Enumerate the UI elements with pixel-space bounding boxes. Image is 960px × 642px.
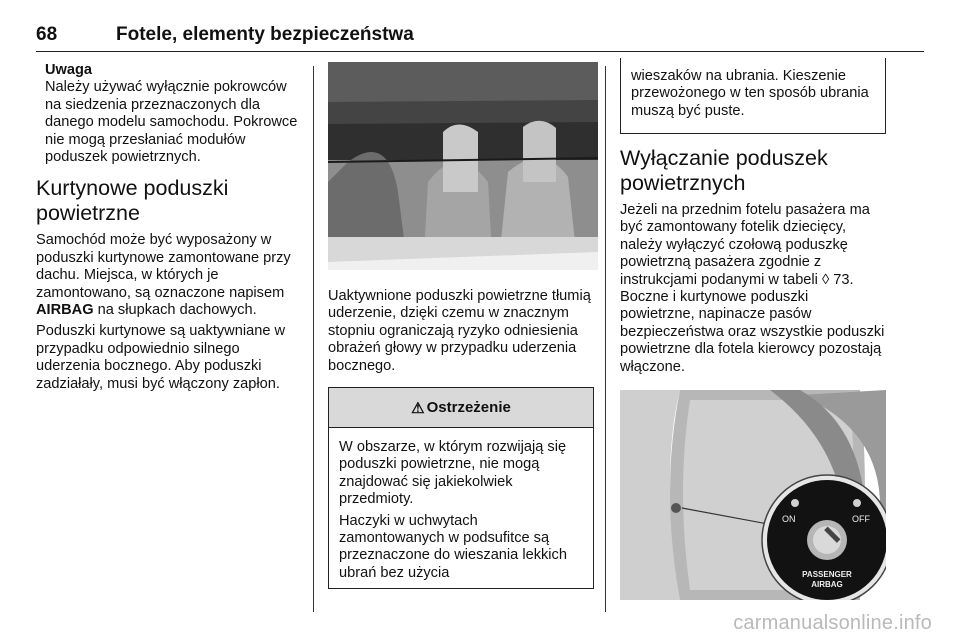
note-title: Uwaga: [45, 62, 93, 78]
warning-triangle-icon: ⚠: [411, 399, 425, 417]
column-left: [36, 62, 306, 397]
heading-curtain-airbags: Kurtynowe poduszki powietrzne: [36, 176, 229, 226]
warning-paragraph-1: W obszarze, w którym rozwijają się poduszki powietrzne, nie mogą znajdować się jakiekolwiek przedmioty.: [339, 439, 567, 508]
warning-paragraph-2: Haczyki w uchwytach zamontowanych w podsufitce są przeznaczone do wieszania lekkich ubrań bez użycia: [339, 512, 567, 581]
page-header: [36, 22, 924, 52]
airbag-label: AIRBAG: [36, 302, 94, 319]
heading-airbag-deactivation: Wyłączanie poduszek powietrznych: [620, 146, 828, 195]
column-middle: [328, 62, 596, 589]
switch-label-line1: PASSENGER: [802, 570, 852, 580]
curtain-paragraph-2: Poduszki kurtynowe są uaktywniane w przypadku odpowiednio silnego uderzenia bocznego. Aby poduszki zadziałały, musi być włączony zapłon.: [36, 323, 286, 392]
warning-body: [329, 428, 593, 582]
column-divider-1: [313, 66, 314, 612]
warning-box: [328, 387, 594, 589]
photo-caption: Uaktywnione poduszki powietrzne tłumią uderzenie, dzięki czemu w znacznym stopniu ograniczają ryzyko odniesienia obrażeń głowy w przypadku uderzenia bocznego.: [328, 288, 591, 374]
deact-text-b: 73. Boczne i kurtynowe poduszki powietrzne, napinacze pasów bezpieczeństwa oraz wszystkie poduszki powietrzne dla fotela kierowcy pozostają włączone.: [620, 271, 885, 375]
cross-reference-icon: ◊: [821, 271, 830, 288]
switch-label-line2: AIRBAG: [811, 580, 843, 590]
note-text: Należy używać wyłącznie pokrowców na siedzenia przeznaczonych dla danego modelu samochodu. Pokrowce nie mogą przesłaniać modułów poduszek powietrznych.: [45, 79, 298, 166]
switch-off-label: OFF: [852, 514, 870, 525]
note-block: [36, 62, 306, 166]
deact-text-a: Jeżeli na przednim fotelu pasażera ma być zamontowany fotelik dziecięcy, należy wyłączyć czołową poduszkę powietrzną pasażera zgodnie z instrukcjami podanymi w tabeli: [620, 202, 870, 288]
warning-box-continued: [620, 58, 886, 134]
page-number: 68: [36, 24, 58, 45]
p1-text-a: Samochód może być wyposażony w poduszki kurtynowe zamontowane przy dachu. Miejsca, w których je zamontowano, są oznaczone napisem: [36, 232, 291, 301]
curtain-paragraph-1: [36, 232, 306, 319]
warning-continued-text: wieszaków na ubrania. Kieszenie przewożonego w ten sposób ubrania muszą być puste.: [631, 68, 869, 119]
p1-text-b: na słupkach dachowych.: [93, 302, 257, 319]
deactivation-paragraph: [620, 202, 886, 376]
airbag-switch-illustration: [620, 390, 886, 600]
airbag-off-icon: [853, 499, 861, 507]
column-right: [620, 62, 886, 600]
switch-on-label: ON: [782, 514, 796, 525]
watermark: carmanualsonline.info: [733, 612, 932, 634]
airbag-switch-photo: [620, 390, 886, 600]
warning-title: Ostrzeżenie: [426, 399, 511, 417]
column-divider-2: [605, 66, 606, 612]
airbag-on-icon: [791, 499, 799, 507]
curtain-airbag-illustration: [328, 62, 598, 270]
warning-header: [329, 388, 593, 428]
page-title: Fotele, elementy bezpieczeństwa: [116, 24, 414, 45]
curtain-airbag-photo: [328, 62, 598, 270]
